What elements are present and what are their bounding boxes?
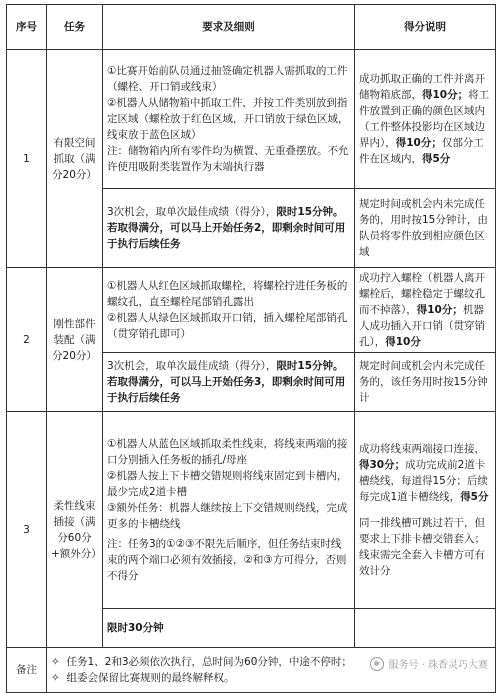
note-bullet-icon: ✧ bbox=[51, 672, 60, 684]
header-task: 任务 bbox=[47, 5, 103, 50]
table-row bbox=[7, 412, 496, 609]
wechat-icon bbox=[370, 657, 384, 671]
note-text: 组委会保留比赛规则的最终解释权。 bbox=[66, 672, 235, 684]
row-time-limit: 限时30分钟 bbox=[103, 609, 355, 648]
row-task: 柔性线束插接（满分60分+额外分） bbox=[47, 412, 103, 648]
score-points: 得10分； bbox=[422, 89, 469, 101]
score-points: 得5分 bbox=[422, 153, 451, 165]
row-score-penalty: 规定时间或机会内未完成任务的，该任务用时按15分钟计 bbox=[355, 353, 496, 412]
time-text-bold: 限时15分钟。若取得满分，可以马上开始任务2，即剩余时间可用于执行后续任务 bbox=[107, 206, 346, 250]
row-seq: 2 bbox=[7, 268, 47, 412]
table-row bbox=[7, 50, 496, 189]
score-text: 将工件放置到正确的颜色区域内（工件整体投影均在区域边界内）， bbox=[359, 89, 490, 149]
row-score bbox=[355, 268, 496, 353]
row-score-penalty: 规定时间或机会内未完成任务的，用时按15分钟计，由队员将零件放到相应颜色区域 bbox=[355, 189, 496, 268]
req-item: ①比赛开始前队员通过抽签确定机器人需抓取的工件（螺栓、开口销或线束） bbox=[107, 65, 348, 93]
req-item: ①机器人从蓝色区域抓取柔性线束，将线束两端的接口分别插入任务板的插孔/母座 bbox=[107, 438, 348, 466]
req-item: ①机器人从红色区域抓取螺栓，将螺栓拧进任务板的螺纹孔，直至螺栓尾部销孔露出 bbox=[107, 280, 348, 308]
header-row bbox=[7, 5, 496, 50]
score-points: 得10分； bbox=[416, 304, 463, 316]
score-points: 得10分 bbox=[385, 336, 421, 348]
req-item: ②机器人从储物箱中抓取工件，并按工件类别放到指定区域（螺栓放于红色区域，开口销放于绿色区域，线束放于蓝色区域） bbox=[107, 97, 349, 141]
score-text: 成功完成前2道卡槽绕线，每道得15分； bbox=[359, 459, 486, 487]
time-text: 3次机会，取单次最佳成绩（得分）， bbox=[107, 206, 277, 218]
row-score bbox=[355, 50, 496, 189]
row-task: 有限空间抓取（满分20分） bbox=[47, 50, 103, 268]
score-points: 得30分； bbox=[359, 459, 406, 471]
score-text: 仅部分工件在区域内， bbox=[359, 137, 484, 165]
header-seq: 序号 bbox=[7, 5, 47, 50]
req-item: ②机器人从绿色区域抓取开口销，插入螺栓尾部销孔（贯穿销孔即可） bbox=[107, 312, 348, 340]
watermark-text: 服务号 · 珠香灵巧大赛 bbox=[388, 660, 488, 671]
row-score-empty bbox=[355, 609, 496, 648]
time-text: 3次机会，取单次最佳成绩（得分）， bbox=[107, 360, 277, 372]
row-score bbox=[355, 412, 496, 609]
score-text: 成功抓取正确的工件并离开储物箱底部， bbox=[359, 73, 485, 101]
row-requirements bbox=[103, 50, 355, 189]
row-task: 刚性部件装配（满分20分） bbox=[47, 268, 103, 412]
header-requirements: 要求及细则 bbox=[103, 5, 355, 50]
note-bullet-icon: ✧ bbox=[51, 656, 60, 668]
row-time-limit bbox=[103, 353, 355, 412]
time-text-bold: 限时15分钟。若取得满分，可以马上开始任务3，即剩余时间可用于执行后续任务 bbox=[107, 360, 346, 404]
notes-label: 备注 bbox=[7, 648, 47, 693]
score-points: 得10分； bbox=[395, 137, 442, 149]
req-item: ③额外任务：机器人继续按上下交错规则绕线，完成更多的卡槽绕线 bbox=[107, 502, 348, 530]
row-requirements bbox=[103, 268, 355, 353]
watermark bbox=[367, 655, 491, 672]
table-row bbox=[7, 268, 496, 353]
row-seq: 1 bbox=[7, 50, 47, 268]
score-text: 后续每完成1道卡槽绕线， bbox=[359, 475, 488, 503]
note-line bbox=[51, 670, 491, 686]
row-time-limit bbox=[103, 189, 355, 268]
req-item: ②机器人按上下卡槽交错规则将线束固定到卡槽内，最少完成2道卡槽 bbox=[107, 470, 348, 498]
rules-table bbox=[6, 4, 496, 693]
score-points: 得5分 bbox=[460, 491, 489, 503]
score-text: 成功将线束两端接口连接， bbox=[359, 443, 485, 455]
row-seq: 3 bbox=[7, 412, 47, 648]
row-requirements bbox=[103, 412, 355, 609]
score-text: 机器人成功插入开口销（贯穿销孔）， bbox=[359, 304, 485, 348]
req-item: 注：储物箱内所有零件均为横置、无重叠摆放。不允许使用吸附类装置作为末端执行器 bbox=[107, 145, 349, 173]
score-text: 成功拧入螺栓（机器人离开螺栓后，螺栓稳定于螺纹孔而不掉落）， bbox=[359, 272, 485, 316]
note-text: 任务1、2和3必须依次执行，总时间为60分钟，中途不停时； bbox=[66, 656, 352, 668]
score-note: 同一排线槽可跳过若干，但要求上下排卡槽交错套入；线束需完全套入卡槽方可有效计分 bbox=[359, 517, 485, 577]
header-score: 得分说明 bbox=[355, 5, 496, 50]
req-note: 注：任务3的①②③不限先后顺序，但任务结束时线束的两个端口必须有效插接，②和③方可得分，否则不得分 bbox=[107, 538, 347, 582]
